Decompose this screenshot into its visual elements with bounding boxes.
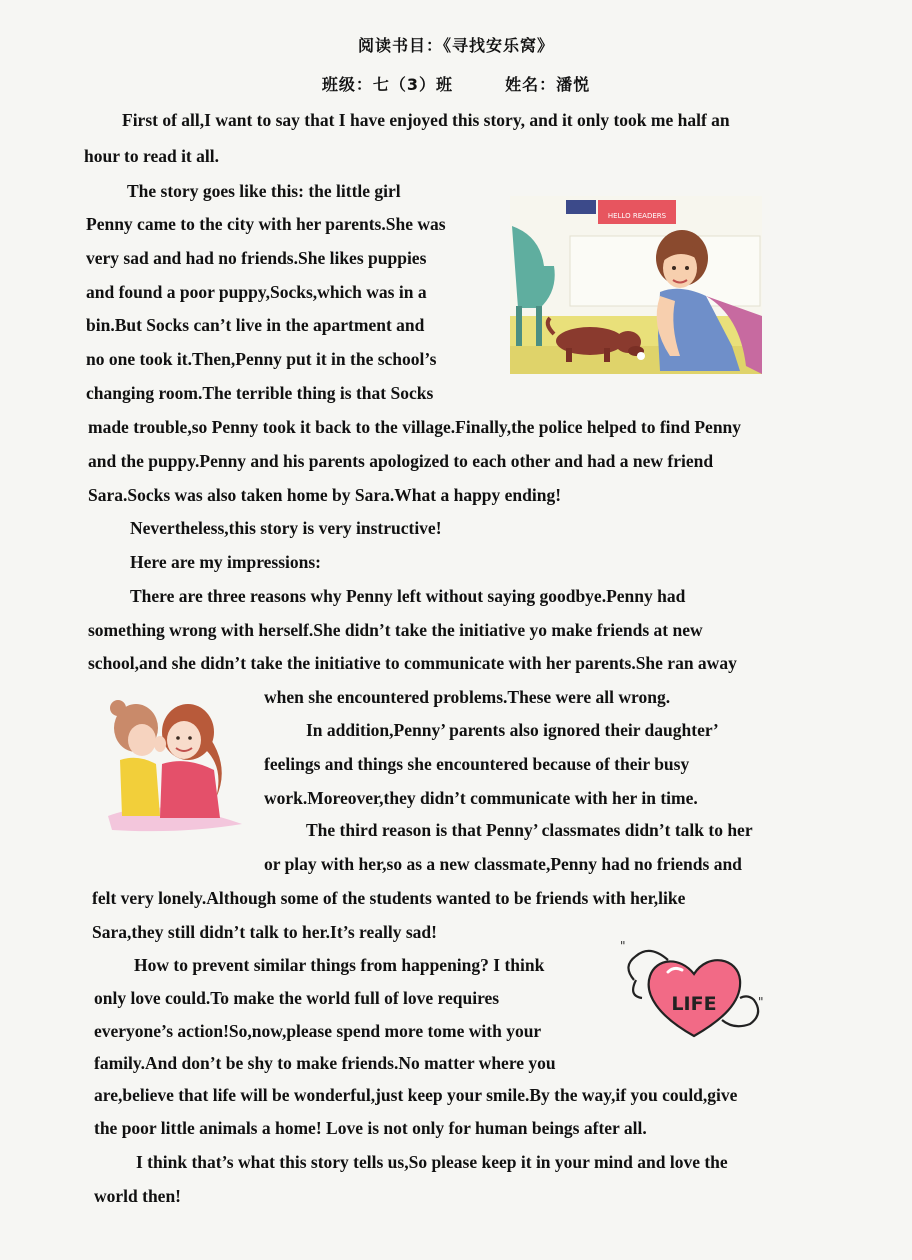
text-line: The story goes like this: the little girl [127, 181, 401, 201]
text-line: hour to read it all. [84, 146, 219, 166]
text-line: There are three reasons why Penny left without saying goodbye.Penny had [130, 586, 686, 606]
two-girls-illustration [102, 698, 248, 840]
text-line: changing room.The terrible thing is that Socks [86, 383, 434, 403]
text-line: bin.But Socks can’t live in the apartment and [86, 315, 425, 335]
text-line: the poor little animals a home! Love is not only for human beings after all. [94, 1118, 647, 1138]
book-title: 《寻找安乐窝》 [443, 36, 555, 55]
life-heart-illustration [618, 936, 768, 1048]
text-line: only love could.To make the world full of love requires [94, 988, 500, 1008]
text-line: First of all,I want to say that I have enjoyed this story, and it only took me half an [122, 110, 730, 130]
book-label: 阅读书目： [357, 36, 443, 55]
text-line: In addition,Penny’ parents also ignored their daughter’ [306, 720, 719, 740]
text-line: work.Moreover,they didn’t communicate with her in time. [264, 788, 698, 808]
text-line: How to prevent similar things from happening? I think [134, 955, 545, 975]
text-line: when she encountered problems.These were all wrong. [264, 687, 671, 707]
text-line: school,and she didn’t take the initiative to communicate with her parents.She ran away [88, 653, 737, 673]
name-label: 姓名： [505, 75, 557, 94]
svg-text:": " [620, 939, 626, 953]
heart-life-text: LIFE [671, 993, 717, 1015]
class-value: 七（3）班 [372, 75, 454, 94]
text-line: or play with her,so as a new classmate,Penny had no friends and [264, 854, 742, 874]
svg-text:": " [758, 995, 764, 1009]
text-line: felt very lonely.Although some of the students wanted to be friends with her,like [92, 888, 686, 908]
student-info-line [0, 72, 912, 95]
text-line: and found a poor puppy,Socks,which was in a [86, 282, 427, 302]
text-line: are,believe that life will be wonderful,just keep your smile.By the way,if you could,give [94, 1085, 738, 1105]
book-title-line [0, 33, 912, 56]
text-line: The third reason is that Penny’ classmates didn’t talk to her [306, 820, 753, 840]
text-line: Sara,they still didn’t talk to her.It’s really sad! [92, 922, 437, 942]
text-line: no one took it.Then,Penny put it in the school’s [86, 349, 437, 369]
text-line: Sara.Socks was also taken home by Sara.What a happy ending! [88, 485, 562, 505]
name-value: 潘悦 [556, 75, 591, 94]
text-line: made trouble,so Penny took it back to the village.Finally,the police helped to find Penny [88, 417, 742, 437]
text-line: Penny came to the city with her parents.She was [86, 214, 446, 234]
class-label: 班级： [321, 75, 373, 94]
girl-with-puppy-illustration [510, 196, 762, 374]
text-line: very sad and had no friends.She likes puppies [86, 248, 427, 268]
text-line: world then! [94, 1186, 182, 1206]
text-line: I think that’s what this story tells us,So please keep it in your mind and love the [136, 1152, 728, 1172]
text-line: and the puppy.Penny and his parents apologized to each other and had a new friend [88, 451, 714, 471]
text-line: Here are my impressions: [130, 552, 322, 572]
cover-banner-text: HELLO READERS [607, 212, 667, 220]
text-line: everyone’s action!So,now,please spend more tome with your [94, 1021, 542, 1041]
text-line: something wrong with herself.She didn’t take the initiative yo make friends at new [88, 620, 703, 640]
text-line: Nevertheless,this story is very instructive! [130, 518, 442, 538]
text-line: feelings and things she encountered because of their busy [264, 754, 690, 774]
text-line: family.And don’t be shy to make friends.No matter where you [94, 1053, 556, 1073]
